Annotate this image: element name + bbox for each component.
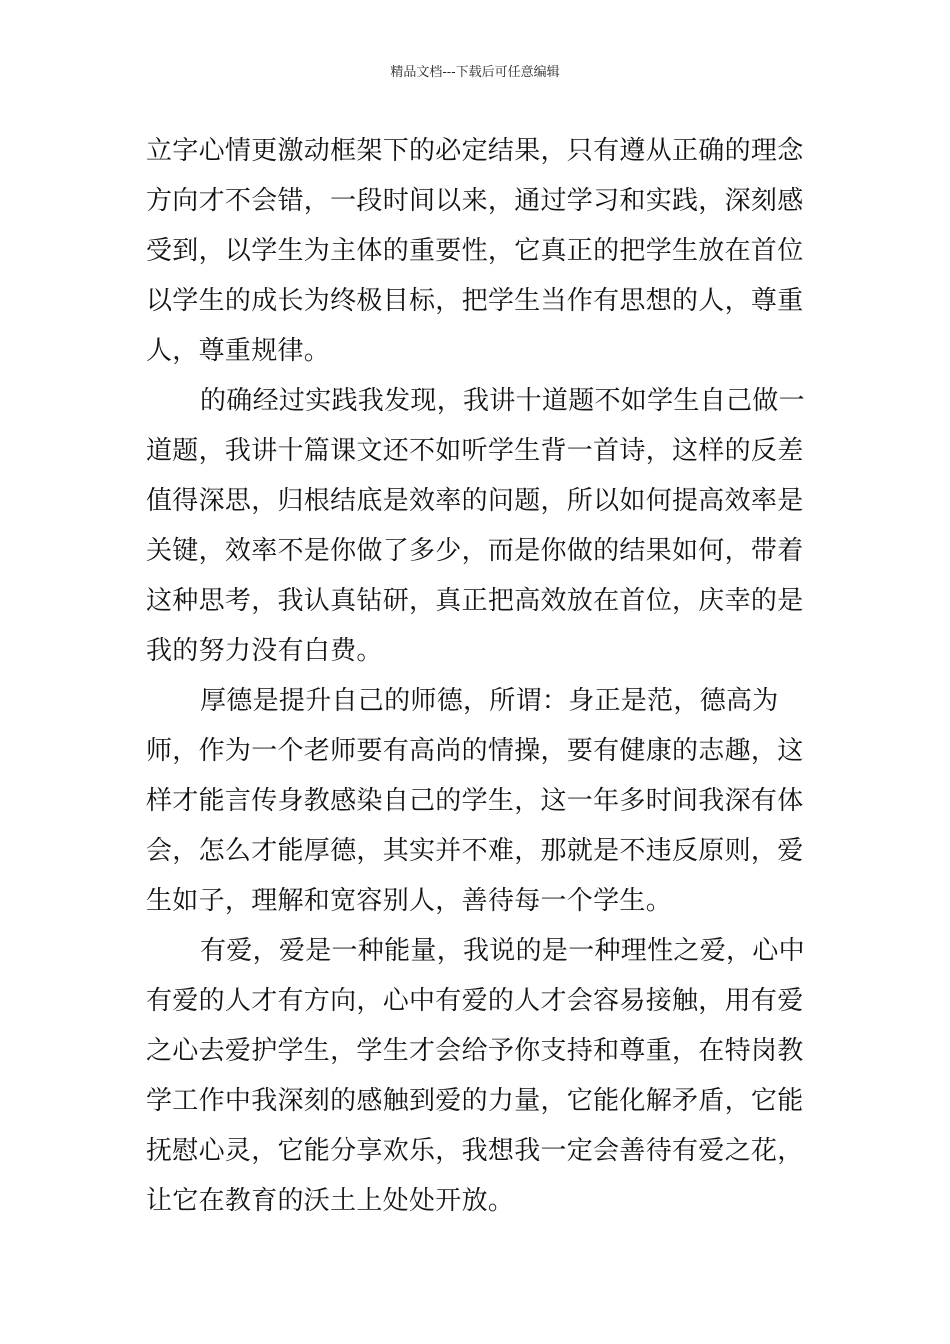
paragraph-3: 厚德是提升自己的师德，所谓：身正是范，德高为师，作为一个老师要有高尚的情操，要有健康的志趣，这样才能言传身教感染自己的学生，这一年多时间我深有体会，怎么才能厚德，其实并不难，那就是不违反原则，爱生如子，理解和宽容别人，善待每一个学生。 <box>146 686 804 916</box>
paragraph-4: 有爱，爱是一种能量，我说的是一种理性之爱，心中有爱的人才有方向，心中有爱的人才会容易接触，用有爱之心去爱护学生，学生才会给予你支持和尊重，在特岗教学工作中我深刻的感触到爱的力量，它能化解矛盾，它能抚慰心灵，它能分享欢乐，我想我一定会善待有爱之花，让它在教育的沃土上处处开放。 <box>146 936 805 1216</box>
paragraph-2: 的确经过实践我发现，我讲十道题不如学生自己做一道题，我讲十篇课文还不如听学生背一首诗，这样的反差值得深思，归根结底是效率的问题，所以如何提高效率是关键，效率不是你做了多少，而是你做的结果如何，带着这种思考，我认真钻研，真正把高效放在首位，庆幸的是我的努力没有白费。 <box>146 386 805 666</box>
document-body <box>146 126 826 1226</box>
paragraph-1: 立字心情更激动框架下的必定结果，只有遵从正确的理念方向才不会错，一段时间以来，通过学习和实践，深刻感受到，以学生为主体的重要性，它真正的把学生放在首位以学生的成长为终极目标，把学生当作有思想的人，尊重人，尊重规律。 <box>146 136 804 366</box>
page-header: 精品文档---下载后可任意编辑 <box>390 65 560 80</box>
